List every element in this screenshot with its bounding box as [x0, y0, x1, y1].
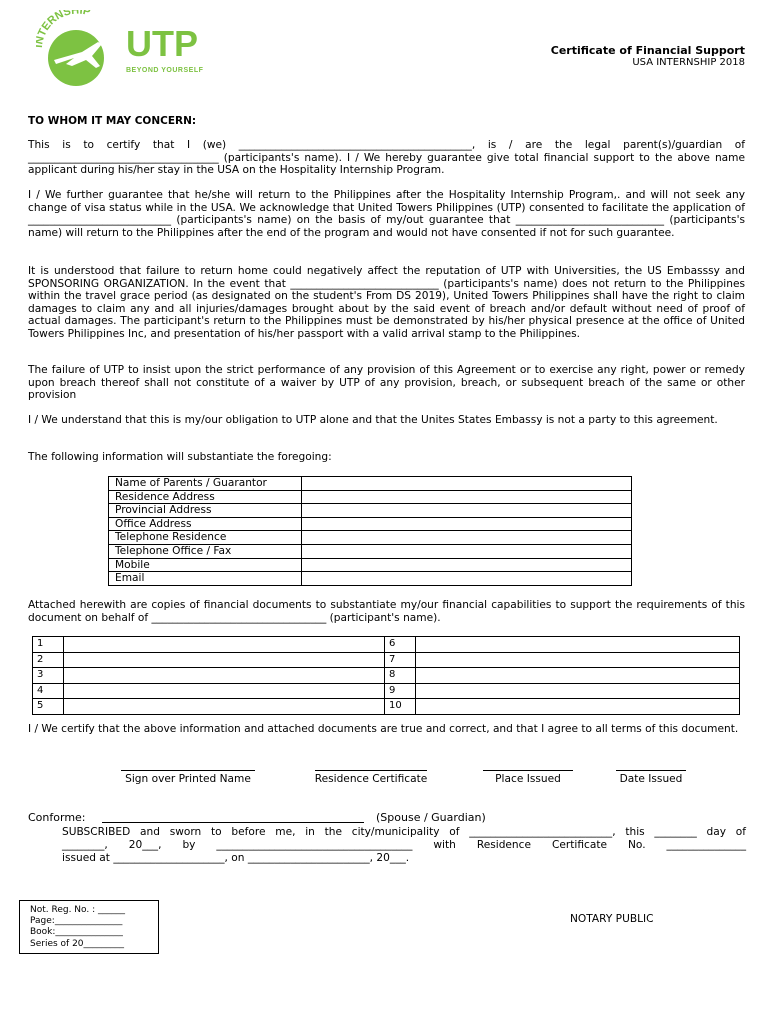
info-value-cell[interactable]	[302, 477, 632, 491]
doc-number: 10	[385, 699, 416, 715]
info-value-cell[interactable]	[302, 544, 632, 558]
conforme-line[interactable]	[102, 822, 364, 823]
document-title: Certificate of Financial Support	[550, 44, 745, 57]
table-row	[33, 637, 740, 653]
subscribed-line-3: issued at _____________________, on _______________________, 20___.	[62, 852, 410, 864]
doc-cell[interactable]	[64, 637, 385, 653]
info-value-cell[interactable]	[302, 490, 632, 504]
table-row	[109, 572, 632, 586]
doc-cell[interactable]	[64, 652, 385, 668]
doc-number: 9	[385, 683, 416, 699]
salutation: TO WHOM IT MAY CONCERN:	[28, 115, 197, 127]
info-label: Residence Address	[109, 490, 302, 504]
paragraph-attached: Attached herewith are copies of financial documents to substantiate my/our financial capabilities to support the requirements of this document on behalf of _________________________________ (participant's name).	[28, 599, 745, 624]
document-subtitle: USA INTERNSHIP 2018	[632, 57, 745, 68]
table-row	[33, 683, 740, 699]
table-row	[33, 652, 740, 668]
info-value-cell[interactable]	[302, 572, 632, 586]
info-value-cell[interactable]	[302, 531, 632, 545]
doc-cell[interactable]	[416, 668, 740, 684]
info-value-cell[interactable]	[302, 558, 632, 572]
conforme-role: (Spouse / Guardian)	[376, 811, 486, 824]
info-label: Mobile	[109, 558, 302, 572]
doc-number: 1	[33, 637, 64, 653]
paragraph-certify: I / We certify that the above information and attached documents are true and correct, and that I agree to all terms of this document.	[28, 723, 739, 735]
notary-page: Page:_______________	[30, 916, 123, 927]
doc-cell[interactable]	[64, 668, 385, 684]
table-row	[109, 504, 632, 518]
logo-arc-text: TERNSHIP	[36, 10, 92, 39]
info-label: Telephone Office / Fax	[109, 544, 302, 558]
doc-cell[interactable]	[416, 699, 740, 715]
paragraph-failure: It is understood that failure to return home could negatively affect the reputation of UTP with Universities, the US Embasssy and SPONSORING ORGANIZATION. In the event that ____________________________ (participants's name) does not return to the Philippines within the travel grace period (as designated on the student's From DS 2019), United Towers Philippines shall have the right to claim damages to claim any and all injuries/damages brought about by the said event of breach and/or default without need of proof of actual damages. The participant's return to the Philippines must be demonstrated by his/her physical presence at the office of United Towers Philippines Inc, and presentation of his/her passport with a valid arrival stamp to the Philippines.	[28, 265, 745, 340]
notary-register-box	[19, 900, 159, 954]
info-label: Email	[109, 572, 302, 586]
info-value-cell[interactable]	[302, 504, 632, 518]
notary-public-label: NOTARY PUBLIC	[570, 913, 654, 925]
info-value-cell[interactable]	[302, 517, 632, 531]
notary-reg-no: Not. Reg. No. : ______	[30, 905, 126, 915]
utp-logo-graphic	[36, 10, 226, 88]
residence-certificate-line[interactable]	[315, 770, 427, 771]
doc-number: 4	[33, 683, 64, 699]
paragraph-waiver: The failure of UTP to insist upon the strict performance of any provision of this Agreement or to exercise any right, power or remedy upon breach thereof shall not constitute of a waiver by UTP of any provision, breach, or subsequent breach of the same or other provision	[28, 364, 745, 402]
doc-number: 3	[33, 668, 64, 684]
doc-cell[interactable]	[416, 683, 740, 699]
doc-cell[interactable]	[416, 652, 740, 668]
subscribed-line-2: ________, 20___, by _____________________________________ with Residence Certificate No. _______________	[62, 839, 746, 851]
utp-logo	[36, 10, 226, 88]
doc-number: 2	[33, 652, 64, 668]
table-row	[33, 699, 740, 715]
guarantor-info-table	[108, 476, 632, 586]
paragraph-certification: This is to certify that I (we) ____________________________________________, is / are the legal parent(s)/guardian of ____________________________________ (participants's name). I / We hereby guarantee give total financial support to the above name applicant during his/her stay in the USA on the Hospitality Internship Program.	[28, 139, 745, 177]
doc-cell[interactable]	[64, 699, 385, 715]
paragraph-guarantee: I / We further guarantee that he/she will return to the Philippines after the Hospitality Internship Program,. and will not seek any change of visa status while in the USA. We acknowledge that United Towers Philippines (UTP) consented to facilitate the application of ___________________________ (participants's name) on the basis of my/out guarantee that ____________________________ (participants's name) will return to the Philippines after the end of the program and would not have consented if not for such guarantee.	[28, 189, 745, 239]
info-label: Provincial Address	[109, 504, 302, 518]
residence-certificate-label: Residence Certificate	[314, 773, 428, 785]
signature-label: Sign over Printed Name	[125, 773, 251, 785]
doc-cell[interactable]	[64, 683, 385, 699]
notary-book: Book:_______________	[30, 927, 123, 938]
doc-number: 6	[385, 637, 416, 653]
conforme-label: Conforme:	[28, 811, 86, 824]
logo-tagline: BEYOND YOURSELF	[126, 67, 204, 74]
table-row	[109, 517, 632, 531]
subscribed-line-1: SUBSCRIBED and sworn to before me, in the city/municipality of ___________________________, this ________ day of	[62, 826, 746, 838]
table-row	[109, 544, 632, 558]
info-label: Office Address	[109, 517, 302, 531]
financial-documents-table	[32, 636, 740, 715]
table-row	[109, 558, 632, 572]
notary-series: Series of 20_________	[30, 938, 125, 949]
place-issued-label: Place Issued	[495, 773, 561, 785]
doc-number: 5	[33, 699, 64, 715]
paragraph-substantiate: The following information will substantiate the foregoing:	[28, 451, 332, 463]
signature-line[interactable]	[121, 770, 255, 771]
table-row	[33, 668, 740, 684]
info-label: Telephone Residence	[109, 531, 302, 545]
info-label: Name of Parents / Guarantor	[109, 477, 302, 491]
table-row	[109, 477, 632, 491]
doc-cell[interactable]	[416, 637, 740, 653]
place-issued-line[interactable]	[483, 770, 573, 771]
logo-brand: UTP	[126, 23, 198, 64]
doc-number: 7	[385, 652, 416, 668]
table-row	[109, 531, 632, 545]
paragraph-obligation: I / We understand that this is my/our obligation to UTP alone and that the Unites States Embassy is not a party to this agreement.	[28, 414, 718, 426]
table-row	[109, 490, 632, 504]
doc-number: 8	[385, 668, 416, 684]
date-issued-line[interactable]	[616, 770, 686, 771]
date-issued-label: Date Issued	[619, 773, 683, 785]
